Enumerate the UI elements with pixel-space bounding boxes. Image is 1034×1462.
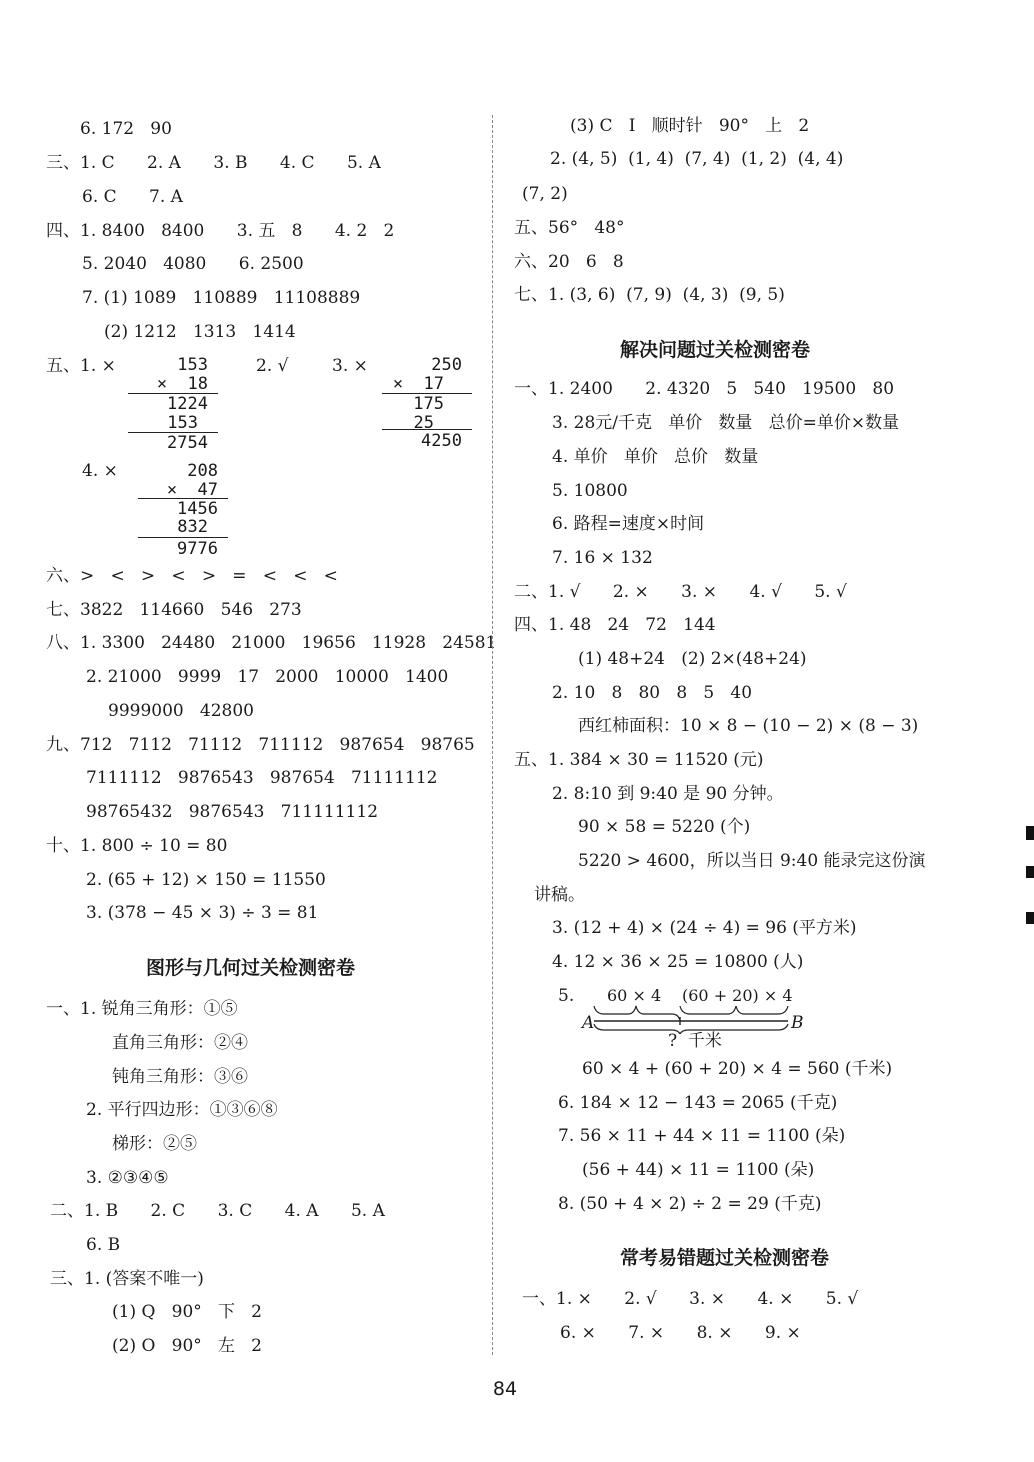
calc-row: × 47	[166, 480, 218, 500]
diagram-label-left: 60 × 4	[607, 986, 662, 1005]
answer-line: 6. 184 × 12 − 143 = 2065 (千克)	[558, 1093, 838, 1113]
answer-line: 2. 平行四边形：①③⑥⑧	[86, 1100, 278, 1120]
answer-line: 90 × 58 = 5220 (个)	[578, 817, 751, 837]
calc-row: 250	[431, 355, 462, 375]
answer-line: 五、1. ×	[46, 356, 116, 376]
calc-row: 2754	[167, 433, 208, 453]
answer-line: 四、1. 48 24 72 144	[514, 615, 716, 635]
answer-line: (2) 1212 1313 1414	[104, 322, 296, 342]
answer-line: 6. 172 90	[80, 119, 172, 139]
answer-line: 2. √	[256, 356, 289, 376]
answer-line: 7. 56 × 11 + 44 × 11 = 1100 (朵)	[558, 1126, 846, 1146]
answer-line: 六、> < > < > = < < <	[46, 566, 338, 586]
answer-line: 2. (4, 5) (1, 4) (7, 4) (1, 2) (4, 4)	[550, 149, 844, 169]
answer-line: 3. (378 − 45 × 3) ÷ 3 = 81	[86, 903, 319, 923]
answer-line: 七、3822 114660 546 273	[46, 600, 302, 620]
answer-line: 一、1. 锐角三角形：①⑤	[46, 999, 238, 1019]
answer-line: 7. 16 × 132	[552, 548, 653, 568]
calc-row: 25	[413, 413, 434, 433]
answer-line: (1) Q 90° 下 2	[112, 1302, 263, 1322]
answer-line: 讲稿。	[534, 885, 585, 905]
calc-row: 4250	[421, 431, 462, 451]
answer-line: 七、1. (3, 6) (7, 9) (4, 3) (9, 5)	[514, 285, 785, 305]
answer-line: 一、1. 2400 2. 4320 5 540 19500 80	[514, 379, 895, 399]
answer-line: (2) O 90° 左 2	[112, 1336, 263, 1356]
diagram-point-b: B	[791, 1013, 804, 1033]
answer-line: 二、1. B 2. C 3. C 4. A 5. A	[50, 1201, 385, 1221]
calc-row: 208	[187, 461, 218, 481]
answer-line: 4. 12 × 36 × 25 = 10800 (人)	[552, 952, 804, 972]
edge-mark	[1026, 826, 1034, 840]
answer-line: (56 + 44) × 11 = 1100 (朵)	[582, 1160, 815, 1180]
answer-line: 3. ②③④⑤	[86, 1168, 169, 1188]
page-number: 84	[492, 1378, 518, 1400]
calc-row: 832	[177, 517, 208, 537]
answer-line: 7. (1) 1089 110889 11108889	[82, 288, 361, 308]
calc-row: × 17	[392, 374, 444, 394]
answer-line: 4. 单价 单价 总价 数量	[552, 447, 759, 467]
answer-line: 三、1. C 2. A 3. B 4. C 5. A	[46, 153, 381, 173]
answer-line: 3. ×	[332, 356, 368, 376]
section-heading: 解决问题过关检测密卷	[620, 339, 811, 361]
section-heading: 图形与几何过关检测密卷	[146, 957, 356, 979]
answer-line: 6. 路程=速度×时间	[552, 514, 705, 534]
answer-line: 钝角三角形：③⑥	[112, 1067, 248, 1087]
answer-line: (7, 2)	[522, 184, 568, 204]
answer-line: 2. 8:10 到 9:40 是 90 分钟。	[552, 784, 784, 804]
answer-line: 四、1. 8400 8400 3. 五 8 4. 2 2	[46, 221, 395, 241]
diagram-label-right: (60 + 20) × 4	[682, 986, 793, 1005]
answer-line: 3. (12 + 4) × (24 ÷ 4) = 96 (平方米)	[552, 918, 857, 938]
answer-line: 7111112 9876543 987654 71111112	[86, 768, 438, 788]
answer-line: 6. B	[86, 1235, 121, 1255]
answer-line: 8. (50 + 4 × 2) ÷ 2 = 29 (千克)	[558, 1194, 822, 1214]
answer-line: 5. 2040 4080 6. 2500	[82, 254, 304, 274]
answer-line: 八、1. 3300 24480 21000 19656 11928 24581	[46, 633, 497, 653]
answer-line: 2. 10 8 80 8 5 40	[552, 683, 753, 703]
diagram-point-a: A	[582, 1013, 595, 1033]
calc-row: 175	[413, 394, 444, 414]
answer-line: 98765432 9876543 711111112	[86, 802, 379, 822]
calc-row: 9776	[177, 539, 218, 559]
answer-line: 2. 21000 9999 17 2000 10000 1400	[86, 667, 449, 687]
answer-line: 梯形：②⑤	[112, 1134, 197, 1154]
answer-line: 五、56° 48°	[514, 218, 625, 238]
answer-line: 一、1. × 2. √ 3. × 4. × 5. √	[522, 1289, 859, 1309]
calc-row: 153	[167, 413, 198, 433]
answer-line: 6. C 7. A	[82, 187, 183, 207]
answer-line: 五、1. 384 × 30 = 11520 (元)	[514, 750, 764, 770]
answer-line: 九、712 7112 71112 711112 987654 98765	[46, 735, 475, 755]
answer-line: 6. × 7. × 8. × 9. ×	[560, 1323, 801, 1343]
answer-line: 5. 10800	[552, 481, 628, 501]
answer-line: 4. ×	[82, 461, 118, 481]
answer-line: 60 × 4 + (60 + 20) × 4 = 560 (千米)	[582, 1059, 893, 1079]
answer-line: 十、1. 800 ÷ 10 = 80	[46, 836, 228, 856]
answer-line: 9999000 42800	[108, 701, 255, 721]
calc-row: 1456	[177, 499, 218, 519]
calc-row: 153	[177, 355, 208, 375]
diagram-question: ? 千米	[668, 1031, 722, 1051]
calc-row: × 18	[156, 374, 208, 394]
answer-line: 5.	[558, 986, 575, 1006]
answer-line: 三、1. (答案不唯一)	[50, 1269, 204, 1289]
answer-line: 二、1. √ 2. × 3. × 4. √ 5. √	[514, 582, 847, 602]
column-divider	[492, 115, 493, 1355]
edge-mark	[1026, 866, 1034, 878]
edge-mark	[1026, 912, 1034, 924]
answer-line: 直角三角形：②④	[112, 1033, 248, 1053]
section-heading: 常考易错题过关检测密卷	[620, 1247, 830, 1269]
calc-row: 1224	[167, 394, 208, 414]
answer-line: (1) 48+24 (2) 2×(48+24)	[578, 649, 807, 669]
answer-line: 5220 > 4600，所以当日 9:40 能录完这份演	[578, 851, 926, 871]
answer-line: 西红柿面积：10 × 8 − (10 − 2) × (8 − 3)	[578, 716, 919, 736]
answer-line: 六、20 6 8	[514, 252, 624, 272]
answer-line: (3) C I 顺时针 90° 上 2	[570, 116, 810, 136]
answer-line: 2. (65 + 12) × 150 = 11550	[86, 870, 326, 890]
answer-line: 3. 28元/千克 单价 数量 总价=单价×数量	[552, 413, 900, 433]
